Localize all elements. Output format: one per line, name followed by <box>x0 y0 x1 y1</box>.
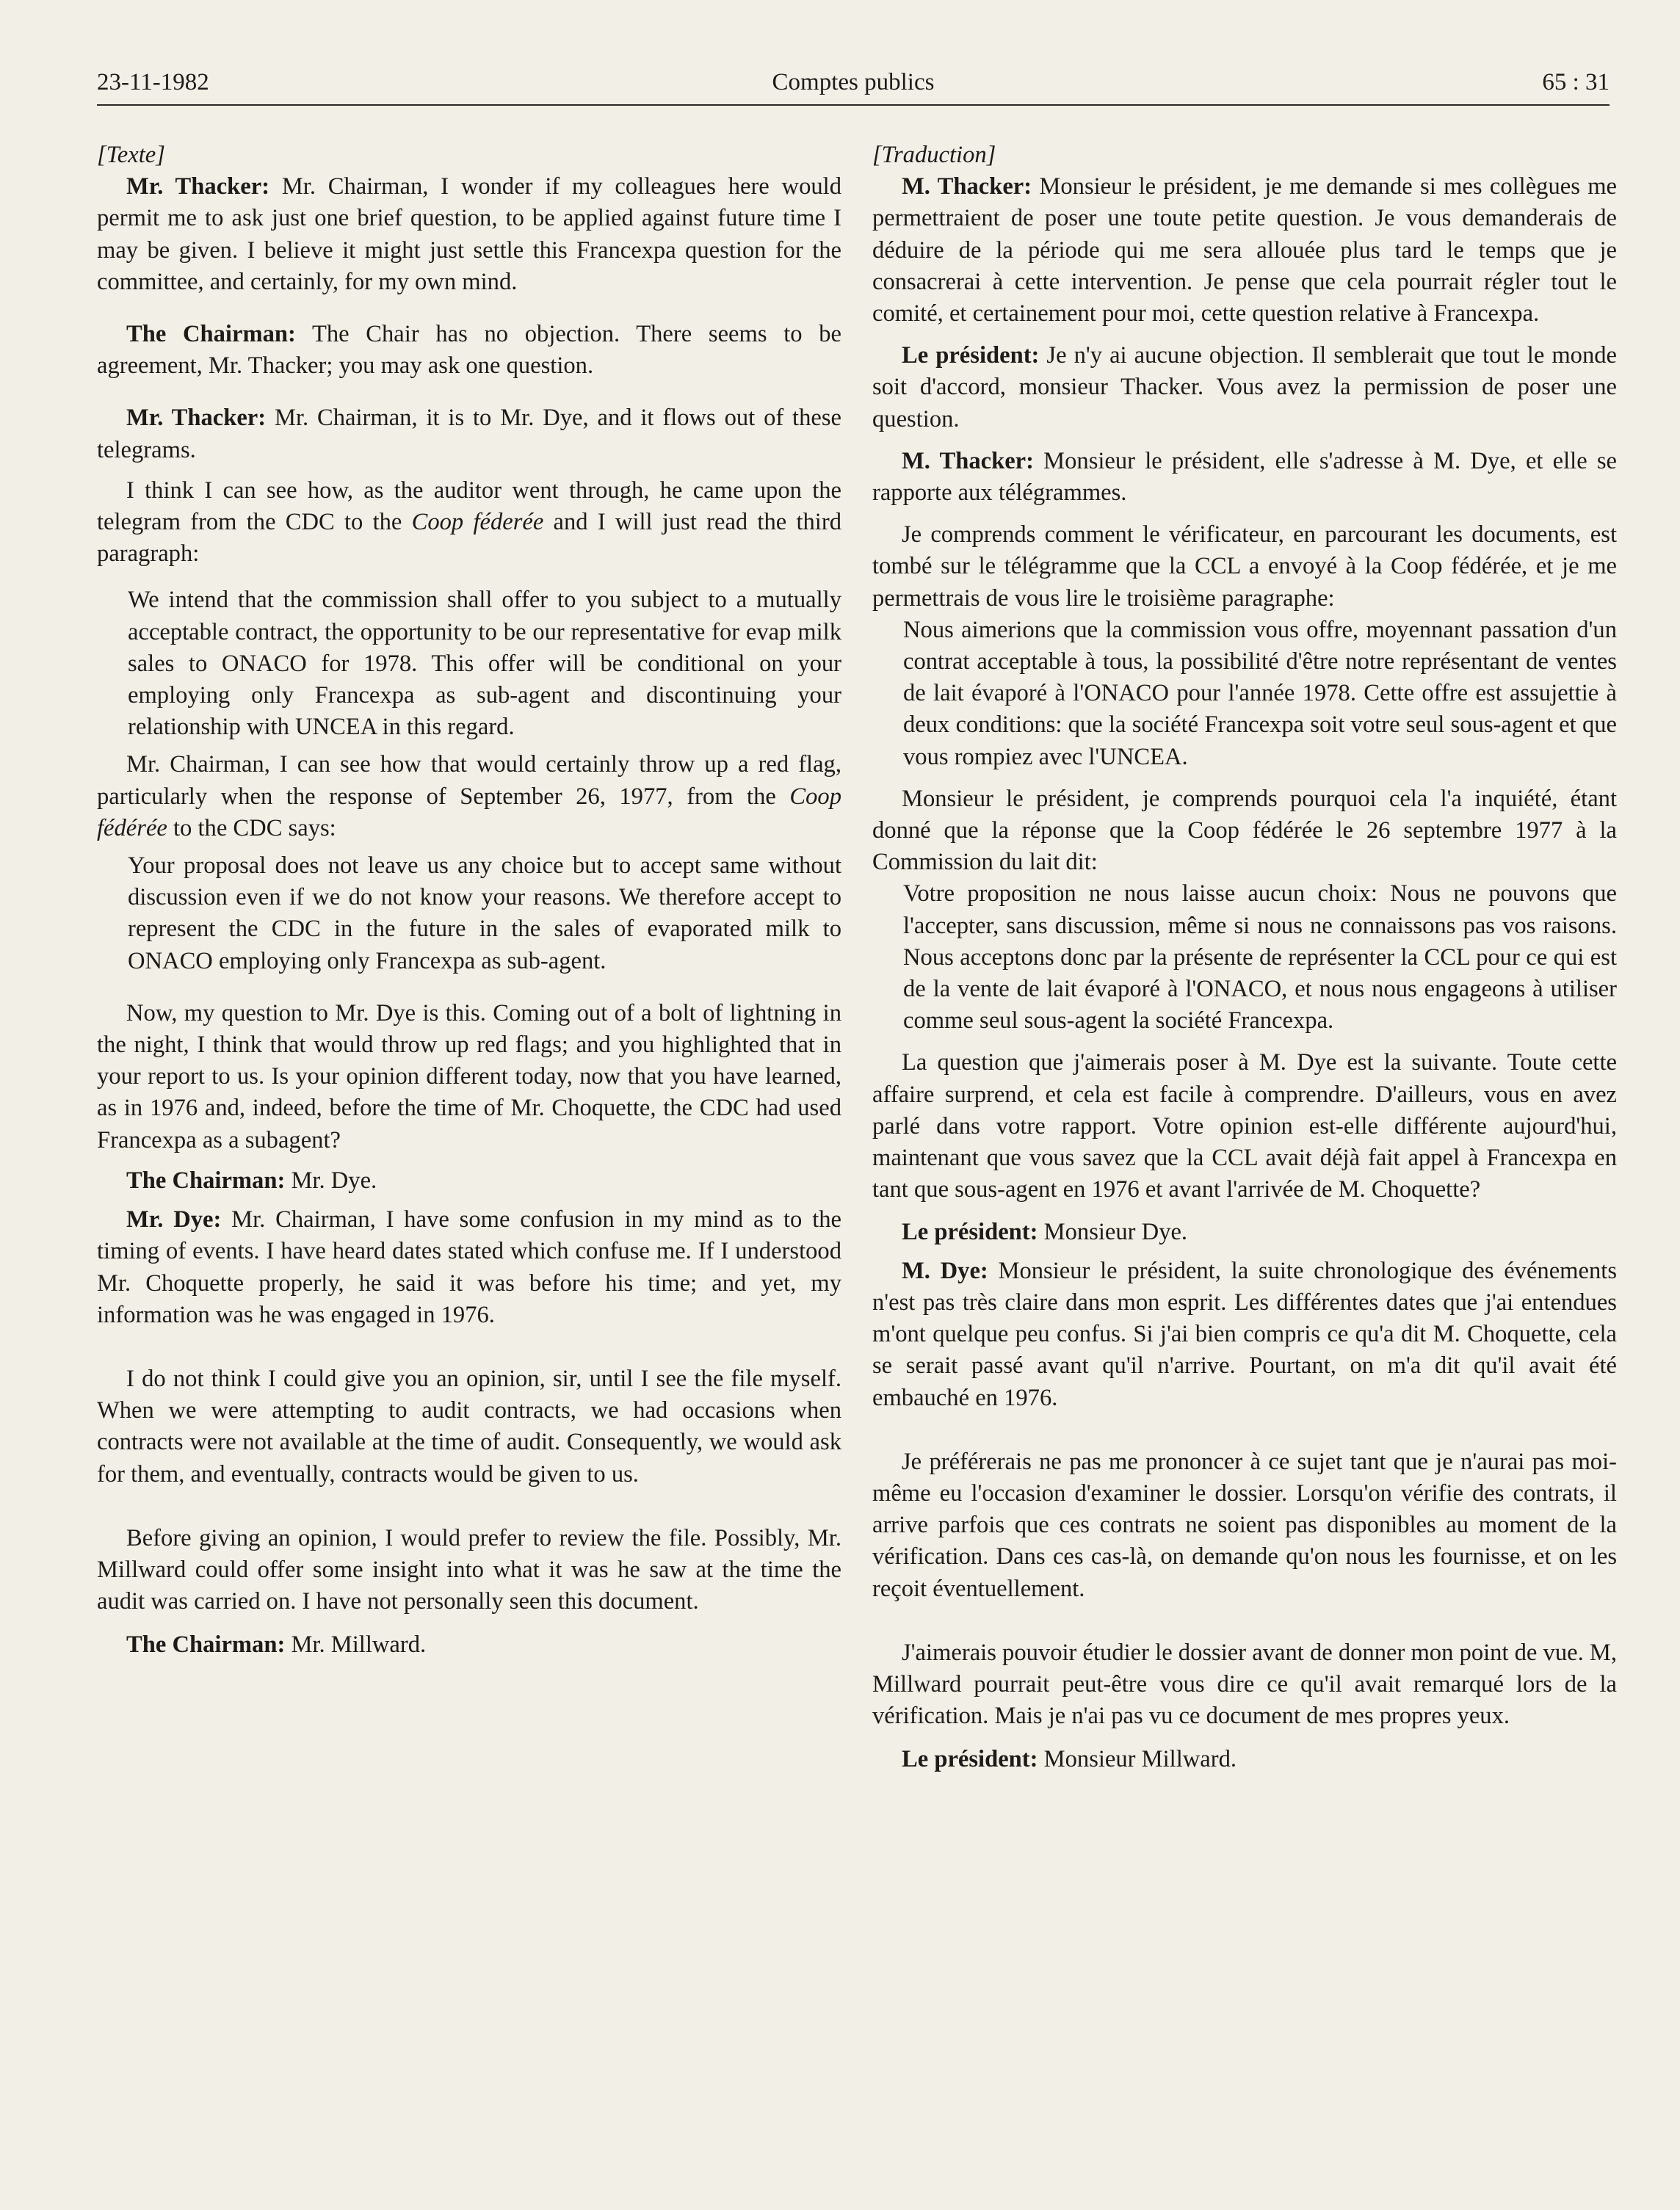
speaker-name: Le président: <box>902 342 1040 369</box>
paragraph-text: Mr. Dye. <box>285 1167 377 1194</box>
paragraph-dye-review: J'aimerais pouvoir étudier le dossier avant de donner mon point de vue. M, Millward pourrait peut-être vous dire ce qu'il avait remarqué lors de la vérification. Mais je n'ai pas vu ce document de mes propres yeux. <box>872 1639 1617 1730</box>
paragraph-chairman-dye <box>872 1217 1617 1248</box>
speaker-name: The Chairman: <box>126 1631 286 1659</box>
block-quote-telegram: We intend that the commission shall offer to you subject to a mutually acceptable contract, the opportunity to be our representative for evap milk sales to ONACO for 1978. This offer will be conditional on your employing only Francexpa as sub-agent and discontinuing your relationship with UNCEA in this regard. <box>128 587 841 741</box>
paragraph-dye-reply <box>872 1256 1617 1414</box>
paragraph-red-flag: Monsieur le président, je comprends pourquoi cela l'a inquiété, étant donné que la réponse que la Coop fédérée le 26 septembre 1977 à la Commission du lait dit: <box>872 785 1617 876</box>
paragraph-text: The Chair has no objection. There seems to be agreement, Mr. Thacker; you may ask one question. <box>97 321 841 380</box>
block-quote-response: Your proposal does not leave us any choice but to accept same without discussion even if we do not know your reasons. We therefore accept to represent the CDC in the future in the sales of evaporated milk to ONACO employing only Francexpa as sub-agent. <box>128 852 841 974</box>
header-date: 23-11-1982 <box>97 69 209 95</box>
paragraph-dye-opinion: Je préférerais ne pas me prononcer à ce sujet tant que je n'aurai pas moi-même eu l'occasion d'examiner le dossier. Lorsqu'on vérifie des contrats, il arrive parfois que ces contrats ne soient pas disponibles au moment de la vérification. Dans ces cas-là, on demande qu'on nous les fournisse, et on les reçoit éventuellement. <box>872 1448 1617 1602</box>
page-header <box>97 65 1610 106</box>
speaker-name: Mr. Thacker: <box>126 405 267 432</box>
paragraph-text: Monsieur Dye. <box>1038 1218 1188 1245</box>
speaker-name: M. Thacker: <box>902 447 1034 474</box>
speaker-name: Le président: <box>902 1746 1038 1773</box>
paragraph-dye-opinion: I do not think I could give you an opinion, sir, until I see the file myself. When we were attempting to audit contracts, we had occasions when contracts were not available at the time of audit. Consequently, we would ask for them, and eventually, contracts would be given to us. <box>97 1365 841 1488</box>
paragraph-red-flag: Mr. Chairman, I can see how that would certainly throw up a red flag, particularly when the response of September 26, 1977, from the Coop fédérée to the CDC says: <box>97 751 841 841</box>
paragraph-chairman-dye <box>97 1165 841 1197</box>
paragraph-text: Mr. Chairman, I have some confusion in my mind as to the timing of events. I have heard dates stated which confuse me. If I understood Mr. Choquette properly, he said it was before his time; and yet, my information was he was engaged in 1976. <box>97 1206 841 1328</box>
italic-text: Coop fédérée <box>97 783 841 841</box>
english-column <box>97 140 841 1662</box>
block-quote-response: Votre proposition ne nous laisse aucun choix: Nous ne pouvons que l'accepter, sans discussion, même si nous ne connaissons pas vos raisons. Nous acceptons donc par la présente de représenter la CCL pour ce qui est de la vente de lait évaporé à l'ONACO, et nous nous engageons à utiliser comme seul sous-agent la société Francexpa. <box>903 880 1617 1035</box>
italic-text: Coop féderée <box>411 509 544 536</box>
paragraph-text: Mr. Chairman, it is to Mr. Dye, and it flows out of these telegrams. <box>97 405 841 463</box>
paragraph-thacker-question <box>97 402 841 465</box>
paragraph-text: Je n'y ai aucune objection. Il semblerait que tout le monde soit d'accord, monsieur Thacker. Vous avez la permission de poser une question. <box>872 342 1617 432</box>
header-page-number: 65 : 31 <box>1542 69 1610 95</box>
paragraph-chairman-millward <box>872 1744 1617 1775</box>
speaker-name: Mr. Dye: <box>126 1206 222 1233</box>
paragraph-dye-reply <box>97 1204 841 1331</box>
speaker-name: Mr. Thacker: <box>126 173 270 200</box>
paragraph-text: Mr. Millward. <box>285 1631 427 1659</box>
header-title: Comptes publics <box>772 69 935 95</box>
paragraph-chairman-reply <box>97 319 841 382</box>
paragraph-chairman-millward <box>97 1629 841 1661</box>
paragraph-dye-review: Before giving an opinion, I would prefer to review the file. Possibly, Mr. Millward could offer some insight into what it was he saw at the time the audit was carried on. I have not personally seen this document. <box>97 1524 841 1615</box>
paragraph-thacker-request <box>872 171 1617 330</box>
speaker-name: Le président: <box>902 1218 1038 1245</box>
paragraph-question-to-dye: La question que j'aimerais poser à M. Dye est la suivante. Toute cette affaire surprend, et cela est facile à comprendre. D'ailleurs, vous en avez parlé dans votre rapport. Votre opinion est-elle différente aujourd'hui, maintenant que vous savez que la CCL avait déjà fait appel à Francexpa en tant que sous-agent en 1976 et avant l'arrivée de M. Choquette? <box>872 1049 1617 1203</box>
paragraph-text: Monsieur Millward. <box>1038 1746 1237 1773</box>
paragraph-telegram-intro: Je comprends comment le vérificateur, en parcourant les documents, est tombé sur le télégramme que la CCL a envoyé à la Coop fédérée, et je me permettrais de vous lire le troisième paragraphe: <box>872 521 1617 612</box>
paragraph-question-to-dye: Now, my question to Mr. Dye is this. Coming out of a bolt of lightning in the night, I think that would throw up red flags; and you highlighted that in your report to us. Is your opinion different today, now that you have learned, as in 1976 and, indeed, before the time of Mr. Choquette, the CDC had used Francexpa as a subagent? <box>97 999 841 1153</box>
speaker-name: The Chairman: <box>126 1167 286 1194</box>
speaker-name: M. Dye: <box>902 1257 988 1284</box>
paragraph-text: Monsieur le président, elle s'adresse à M. Dye, et elle se rapporte aux télégrammes. <box>872 447 1617 507</box>
speaker-name: M. Thacker: <box>902 173 1032 200</box>
paragraph-text: Monsieur le président, la suite chronologique des événements n'est pas très claire dans mon esprit. Les différentes dates que j'ai entendues m'ont quelque peu confus. Si j'ai bien compris ce qu'a dit M. Choquette, cela se serait passé avant qu'il n'arrive. Pourtant, on m'a dit qu'il avait été embauché en 1976. <box>872 1257 1618 1411</box>
paragraph-telegram-intro: I think I can see how, as the auditor went through, he came upon the telegram from the CDC to the Coop féderée and I will just read the third paragraph: <box>97 477 841 568</box>
header-rule <box>97 104 1610 106</box>
paragraph-thacker-request <box>97 171 841 298</box>
paragraph-text: Mr. Chairman, I wonder if my colleagues here would permit me to ask just one brief question, to be applied against future time I may be given. I believe it might just settle this Francexpa question for the committee, and certainly, for my own mind. <box>97 173 841 295</box>
paragraph-thacker-question <box>872 446 1617 509</box>
translation-tag: [Traduction] <box>872 142 996 168</box>
block-quote-telegram: Nous aimerions que la commission vous offre, moyennant passation d'un contrat acceptable à tous, la possibilité d'être notre représentant de ventes de lait évaporé à l'ONACO pour l'année 1978. Cette offre est assujettie à deux conditions: que la société Francexpa soit votre seul sous-agent et que vous rompiez avec l'UNCEA. <box>903 616 1617 770</box>
french-column <box>872 140 1617 1776</box>
text-tag: [Texte] <box>97 142 165 168</box>
paragraph-text: Monsieur le président, je me demande si mes collègues me permettraient de poser une toute petite question. Je vous demanderais de déduire de la période qui me sera allouée plus tard le temps que je consacrerai à cette intervention. Je pense que cela pourrait régler tout le comité, et certainement pour moi, cette question relative à Francexpa. <box>872 173 1617 327</box>
speaker-name: The Chairman: <box>126 321 296 348</box>
paragraph-chairman-reply <box>872 340 1617 435</box>
